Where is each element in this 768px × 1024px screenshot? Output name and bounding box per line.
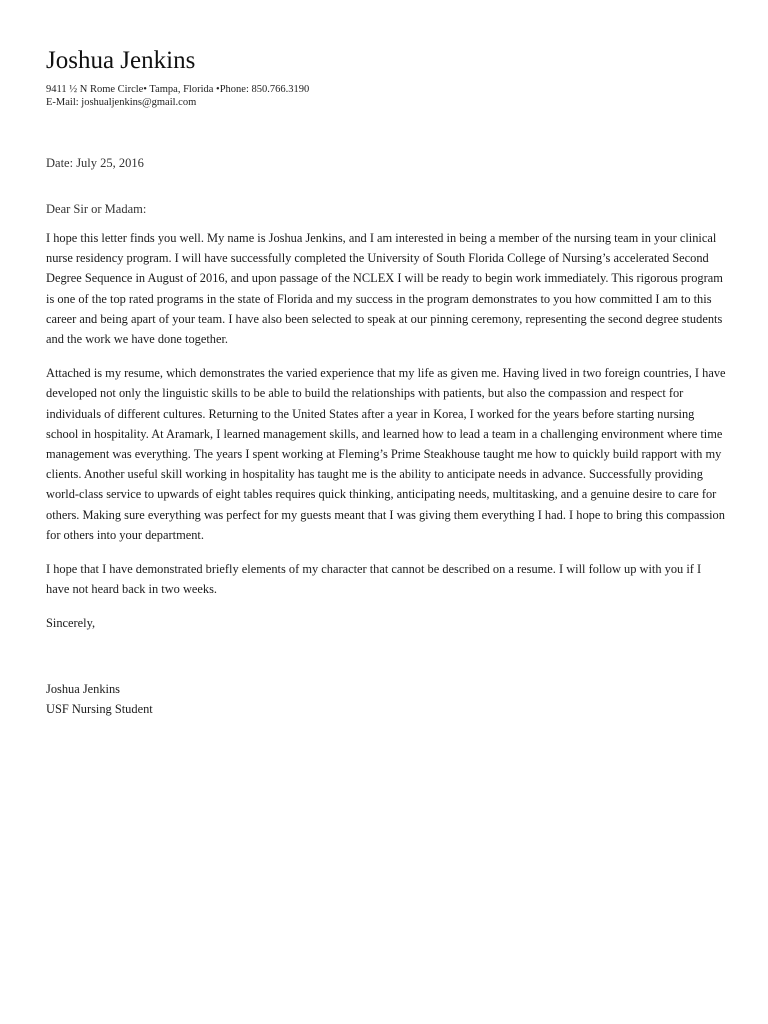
signature-title: USF Nursing Student	[46, 702, 153, 717]
sender-address-phone: 9411 ½ N Rome Circle• Tampa, Florida •Phone: 850.766.3190	[46, 84, 310, 95]
sender-email: E-Mail: joshualjenkins@gmail.com	[46, 97, 197, 108]
body-paragraph-2: Attached is my resume, which demonstrates the varied experience that my life as given me. Having lived in two foreign countries, I have developed not only the linguistic skills to be able to build the relationships with patients, but also the compassion and respect for individuals of different cultures. Returning to the United States after a year in Korea, I worked for the years before starting nursing school in hospitality. At Aramark, I learned management skills, and learned how to lead a team in a challenging environment where time management was everything. The years I spent working at Fleming’s Prime Steakhouse taught me how to quickly build rapport with my clients. Another useful skill working in hospitality has taught me is the ability to anticipate needs in advance. Successfully providing world-class service to upwards of eight tables requires quick thinking, anticipating needs, multitasking, and a genuine desire to care for others. Making sure everything was perfect for my guests meant that I was giving them everything I had. I hope to bring this compassion for others into your department.	[46, 366, 726, 542]
body-paragraph-1: I hope this letter finds you well. My name is Joshua Jenkins, and I am interested in being a member of the nursing team in your clinical nurse residency program. I will have successfully completed the University of South Florida College of Nursing’s accelerated Second Degree Sequence in August of 2016, and upon passage of the NCLEX I will be ready to begin work immediately. This rigorous program is one of the top rated programs in the state of Florida and my success in the program demonstrates to you how committed I am to this career and being apart of your team. I have also been selected to speak at our pinning ceremony, representing the second degree students and the work we have done together.	[46, 231, 723, 347]
sender-name: Joshua Jenkins	[46, 47, 196, 74]
closing: Sincerely,	[46, 616, 96, 631]
body-paragraph-3: I hope that I have demonstrated briefly elements of my character that cannot be described on a resume. I will follow up with you if I have not heard back in two weeks.	[46, 562, 702, 597]
letter-date: Date: July 25, 2016	[46, 156, 144, 170]
salutation: Dear Sir or Madam:	[46, 202, 147, 216]
signature-name: Joshua Jenkins	[46, 682, 120, 697]
cover-letter-page	[46, 44, 726, 719]
